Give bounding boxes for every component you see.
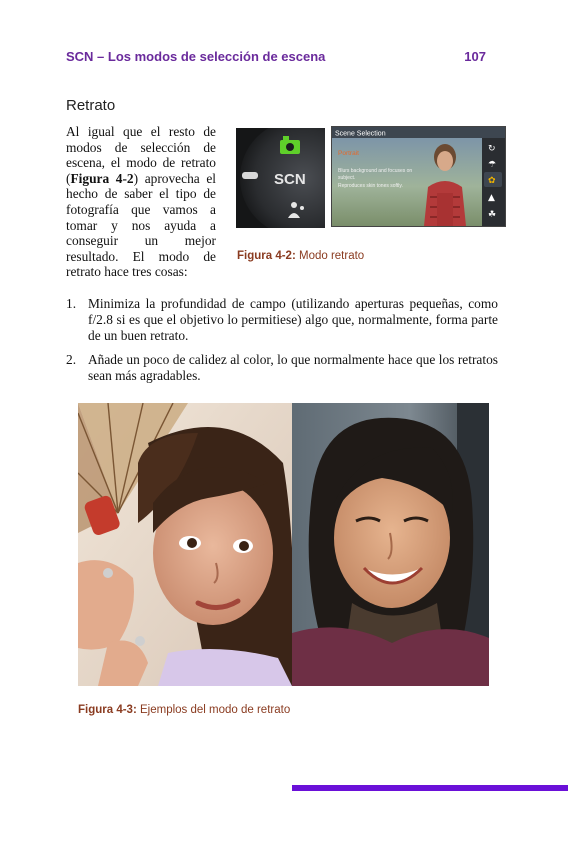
screen-mode-name: Portrait <box>338 150 359 157</box>
figure-4-3-caption <box>78 704 290 716</box>
svg-text:✿: ✿ <box>488 176 496 186</box>
figure-4-2-label: Figura 4-2: <box>237 250 296 262</box>
svg-text:▲: ▲ <box>488 193 495 203</box>
numbered-list <box>66 296 498 392</box>
list-item-number: 1. <box>66 296 77 311</box>
screen-desc-line-2: subject. <box>338 175 356 181</box>
figure-reference: Figura 4-2 <box>70 170 134 186</box>
camera-dial-photo <box>236 128 325 228</box>
running-header-title: SCN – Los modos de selección de escena <box>66 49 326 64</box>
svg-text:↻: ↻ <box>488 144 496 154</box>
screen-title: Scene Selection <box>335 130 386 138</box>
list-item <box>66 296 498 344</box>
figure-4-2-text: Modo retrato <box>299 250 365 262</box>
intro-paragraph <box>66 124 216 280</box>
portrait-photo-girl-parasol <box>78 403 292 686</box>
page-number: 107 <box>464 49 486 64</box>
dial-scn-label: SCN <box>274 171 306 188</box>
camera-lcd-screen <box>331 126 506 227</box>
svg-text:☘: ☘ <box>488 210 497 220</box>
section-title: Retrato <box>66 97 116 114</box>
intro-text-before: Al igual que el resto de modos de selección de escena, el modo de retrato ( <box>66 124 216 186</box>
screen-desc-line-3: Reproduces skin tones softly. <box>338 183 403 189</box>
screen-desc-line-1: Blurs background and focuses on <box>338 168 413 174</box>
figure-4-2-caption <box>237 250 364 262</box>
svg-text:☂: ☂ <box>488 160 497 170</box>
list-item <box>66 352 498 384</box>
list-item-text: Minimiza la profundidad de campo (utilizando aperturas pequeñas, como f/2.8 si es que el objetivo lo permitiese) algo que, normalmente, forma parte de un buen retrato. <box>88 296 498 343</box>
figure-4-3-label: Figura 4-3: <box>78 704 137 716</box>
list-item-text: Añade un poco de calidez al color, lo que normalmente hace que los retratos sean más agradables. <box>88 352 498 383</box>
list-item-number: 2. <box>66 352 77 367</box>
footer-accent-bar <box>292 785 568 791</box>
portrait-photo-smiling-woman <box>292 403 489 686</box>
figure-4-3-text: Ejemplos del modo de retrato <box>140 704 291 716</box>
intro-text-after: ) aprovecha el hecho de saber el tipo de fotografía que vamos a tomar y nos ayuda a conseguir un mejor resultado. El modo de retrato hace tres cosas: <box>66 170 216 280</box>
